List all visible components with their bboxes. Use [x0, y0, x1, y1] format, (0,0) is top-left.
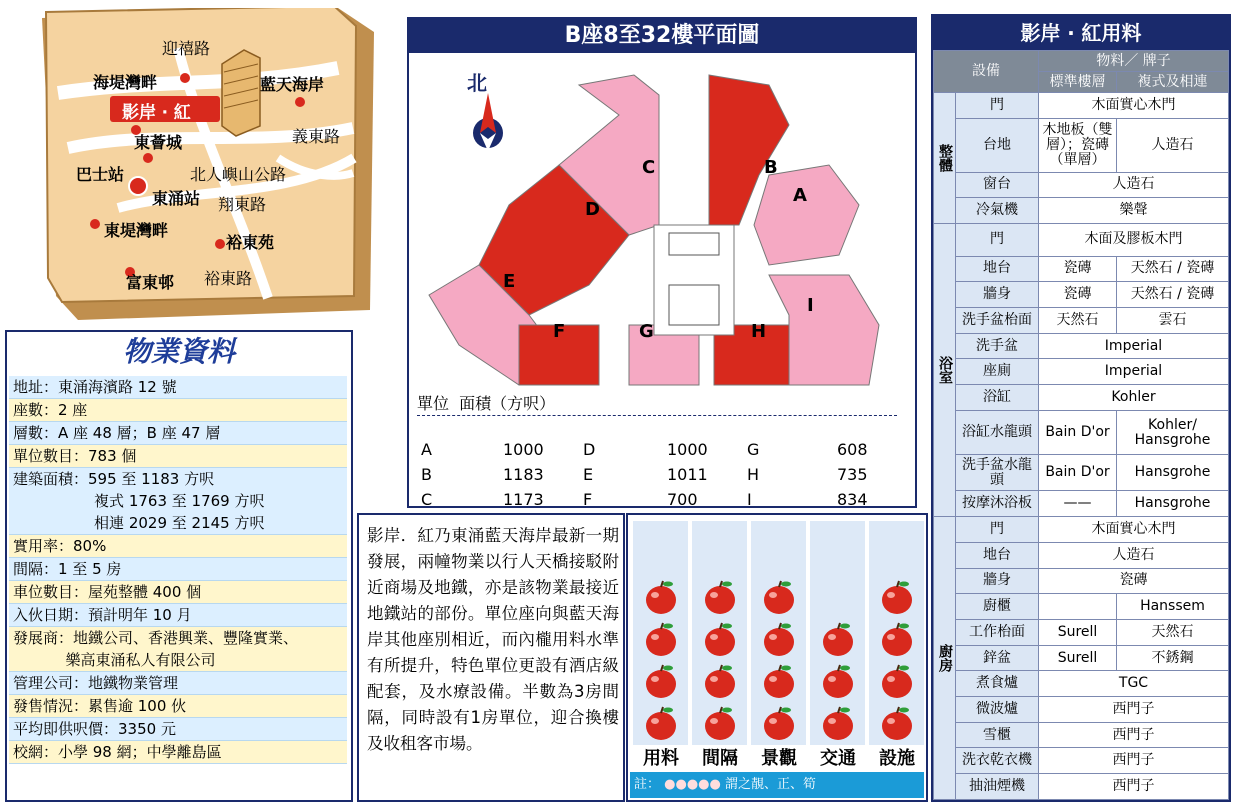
col-header-std: 標準樓層 — [1039, 72, 1117, 93]
unit-cell: A — [421, 440, 432, 459]
spec-std: 瓷磚 — [1039, 256, 1117, 282]
apple-icon — [703, 705, 737, 741]
spec-item: 微波爐 — [956, 697, 1039, 723]
info-row: 相連 2029 至 2145 方呎 — [9, 512, 347, 535]
apple-icon — [762, 621, 796, 657]
spec-item: 浴缸水龍頭 — [956, 410, 1039, 454]
spec-row — [934, 333, 1229, 359]
unit-cell: H — [747, 465, 760, 484]
north-label: 北 — [467, 71, 487, 95]
info-row: 複式 1763 至 1769 方呎 — [9, 490, 347, 512]
property-info-title: 物業資料 — [122, 335, 235, 368]
spec-item: 門 — [956, 93, 1039, 119]
spec-item: 地台 — [956, 256, 1039, 282]
spec-item: 冷氣機 — [956, 198, 1039, 224]
floor-plan-panel — [407, 17, 917, 508]
unit-label: G — [639, 321, 654, 342]
info-row: 車位數目：屋苑整體 400 個 — [9, 581, 347, 604]
spec-item: 洗手盆 — [956, 333, 1039, 359]
apple-icon — [644, 705, 678, 741]
rating-label: 景觀 — [761, 748, 797, 769]
road-label: 義東路 — [292, 127, 341, 146]
info-row: 管理公司：地鐵物業管理 — [9, 672, 347, 695]
rating-label: 交通 — [820, 748, 856, 769]
spec-row — [934, 308, 1229, 334]
spec-std: 西門子 — [1039, 748, 1229, 774]
area-cell: 1183 — [503, 465, 544, 484]
spec-std: 人造石 — [1039, 542, 1229, 568]
apple-icon — [880, 621, 914, 657]
spec-duplex: 不銹鋼 — [1117, 645, 1229, 671]
spec-item: 牆身 — [956, 568, 1039, 594]
spec-std: 木面實心木門 — [1039, 517, 1229, 543]
place-label: 裕東苑 — [226, 233, 275, 252]
info-row: 樂高東涌私人有限公司 — [9, 649, 347, 672]
spec-duplex: 天然石 — [1117, 619, 1229, 645]
spec-row — [934, 517, 1229, 543]
info-row: 間隔：1 至 5 房 — [9, 558, 347, 581]
unit-cell: I — [747, 490, 752, 509]
info-row: 平均即供呎價：3350 元 — [9, 718, 347, 741]
info-row: 建築面積：595 至 1183 方呎 — [9, 468, 347, 490]
spec-std: 天然石 — [1039, 308, 1117, 334]
apple-icon — [644, 663, 678, 699]
unit-label: I — [807, 295, 814, 316]
spec-item: 牆身 — [956, 282, 1039, 308]
floor-plan-drawing — [409, 55, 915, 405]
apple-icon — [880, 579, 914, 615]
spec-duplex: Hansgrohe — [1117, 491, 1229, 517]
info-row: 地址：東涌海濱路 12 號 — [9, 376, 347, 399]
spec-item: 浴缸 — [956, 385, 1039, 411]
spec-std: 西門子 — [1039, 774, 1229, 800]
spec-item: 地台 — [956, 542, 1039, 568]
rating-panel — [626, 513, 928, 802]
spec-category: 廚房 — [934, 517, 956, 800]
spec-row — [934, 774, 1229, 800]
spec-item: 台地 — [956, 118, 1039, 172]
unit-label: F — [553, 321, 566, 342]
spec-std: 西門子 — [1039, 722, 1229, 748]
place-label: 海堤灣畔 — [93, 73, 158, 92]
note-apples-icon: ●●●●● — [664, 777, 721, 792]
road-label: 北人嶼山公路 — [190, 165, 287, 184]
table-row — [421, 437, 901, 462]
property-info-list — [9, 376, 347, 764]
spec-row — [934, 455, 1229, 491]
spec-row — [934, 697, 1229, 723]
spec-item: 門 — [956, 517, 1039, 543]
spec-item: 窗台 — [956, 172, 1039, 198]
area-cell: 1011 — [667, 465, 708, 484]
spec-row — [934, 385, 1229, 411]
spec-std: Bain D'or — [1039, 410, 1117, 454]
spec-item: 工作枱面 — [956, 619, 1039, 645]
spec-item: 抽油煙機 — [956, 774, 1039, 800]
spec-row — [934, 172, 1229, 198]
rating-label: 間隔 — [702, 748, 738, 769]
spec-item: 鋅盆 — [956, 645, 1039, 671]
spec-std: —— — [1039, 491, 1117, 517]
place-label: 東涌站 — [152, 189, 201, 208]
spec-category: 浴室 — [934, 223, 956, 516]
apple-icon — [880, 705, 914, 741]
info-row: 單位數目：783 個 — [9, 445, 347, 468]
apple-icon — [821, 663, 855, 699]
apple-icon — [762, 663, 796, 699]
spec-row — [934, 645, 1229, 671]
spec-row — [934, 722, 1229, 748]
note-prefix: 註： — [634, 777, 661, 792]
info-row: 座數：2 座 — [9, 399, 347, 422]
col-header-item: 設備 — [934, 51, 1039, 93]
spec-std: 木地板（雙層）；瓷磚（單層） — [1039, 118, 1117, 172]
apple-icon — [880, 663, 914, 699]
spec-row — [934, 256, 1229, 282]
road-label: 迎禧路 — [162, 39, 211, 58]
place-label: 富東邨 — [126, 273, 175, 292]
spec-row — [934, 491, 1229, 517]
area-table-header: 單位 面積（方呎） — [417, 394, 556, 413]
location-map — [38, 8, 378, 320]
road-label: 翔東路 — [218, 195, 267, 214]
place-label: 東堤灣畔 — [104, 221, 169, 240]
unit-label: D — [585, 199, 600, 220]
table-row — [421, 487, 901, 512]
spec-std: TGC — [1039, 671, 1229, 697]
info-row: 發展商：地鐵公司、香港興業、豐隆實業、 — [9, 627, 347, 649]
description-panel — [357, 513, 625, 802]
info-row: 發售情況：累售逾 100 伙 — [9, 695, 347, 718]
spec-item: 煮食爐 — [956, 671, 1039, 697]
area-cell: 608 — [837, 440, 868, 459]
spec-std: 木面及膠板木門 — [1039, 223, 1229, 256]
spec-row — [934, 594, 1229, 620]
spec-std: 瓷磚 — [1039, 282, 1117, 308]
area-cell: 700 — [667, 490, 698, 509]
spec-std: 人造石 — [1039, 172, 1229, 198]
spec-item: 廚櫃 — [956, 594, 1039, 620]
area-cell: 834 — [837, 490, 868, 509]
spec-row — [934, 568, 1229, 594]
spec-row — [934, 619, 1229, 645]
spec-std: 木面實心木門 — [1039, 93, 1229, 119]
apple-icon — [644, 579, 678, 615]
spec-row — [934, 359, 1229, 385]
spec-std: 西門子 — [1039, 697, 1229, 723]
area-table — [421, 437, 901, 512]
unit-cell: B — [421, 465, 432, 484]
info-row: 入伙日期：預計明年 10 月 — [9, 604, 347, 627]
unit-cell: D — [583, 440, 596, 459]
area-cell: 1173 — [503, 490, 544, 509]
spec-duplex: 天然石 / 瓷磚 — [1117, 256, 1229, 282]
spec-row — [934, 198, 1229, 224]
apple-icon — [703, 579, 737, 615]
rating-label: 用料 — [643, 748, 679, 769]
spec-row — [934, 223, 1229, 256]
spec-item: 按摩沐浴板 — [956, 491, 1039, 517]
spec-std: Surell — [1039, 619, 1117, 645]
highlight-label: 影岸 ‧ 紅 — [122, 103, 191, 123]
floor-plan-title: B座8至32樓平面圖 — [409, 19, 915, 53]
rating-label: 設施 — [879, 748, 915, 769]
spec-row — [934, 748, 1229, 774]
table-row — [421, 462, 901, 487]
spec-std: Imperial — [1039, 333, 1229, 359]
spec-duplex: 人造石 — [1117, 118, 1229, 172]
spec-duplex: 雲石 — [1117, 308, 1229, 334]
area-cell: 1000 — [667, 440, 708, 459]
spec-std — [1039, 594, 1117, 620]
apple-icon — [821, 621, 855, 657]
area-cell: 735 — [837, 465, 868, 484]
area-cell: 1000 — [503, 440, 544, 459]
spec-std: Bain D'or — [1039, 455, 1117, 491]
apple-icon — [703, 663, 737, 699]
spec-row — [934, 542, 1229, 568]
unit-cell: E — [583, 465, 594, 484]
unit-cell: C — [421, 490, 433, 509]
col-header-brand: 物料／ 牌子 — [1039, 51, 1229, 72]
apple-icon — [762, 705, 796, 741]
spec-item: 門 — [956, 223, 1039, 256]
unit-cell: F — [583, 490, 593, 509]
unit-label: C — [642, 157, 656, 178]
unit-cell: G — [747, 440, 760, 459]
spec-std: 瓷磚 — [1039, 568, 1229, 594]
spec-panel — [931, 14, 1231, 802]
info-row: 實用率：80% — [9, 535, 347, 558]
apple-icon — [762, 579, 796, 615]
spec-duplex: Kohler/ Hansgrohe — [1117, 410, 1229, 454]
spec-table — [933, 50, 1229, 800]
spec-row — [934, 410, 1229, 454]
description-text: 影岸．紅乃東涌藍天海岸最新一期發展，兩幢物業以行人天橋接駁附近商場及地鐵，亦是該物業最接近地鐵站的部份。單位座向與藍天海岸其他座別相近，而內櫳用料水準有所提升，特色單位更設有酒店級配套，及水療設備。半數為3房間隔，同時設有1房單位，迎合換樓及收租客市場。 — [367, 526, 619, 753]
spec-item: 洗衣乾衣機 — [956, 748, 1039, 774]
unit-label: H — [751, 321, 767, 342]
spec-item: 雪櫃 — [956, 722, 1039, 748]
divider — [417, 415, 897, 416]
spec-std: Surell — [1039, 645, 1117, 671]
place-label: 巴士站 — [76, 165, 125, 184]
spec-title: 影岸 ‧ 紅用料 — [933, 16, 1229, 50]
spec-item: 洗手盆水龍頭 — [956, 455, 1039, 491]
spec-row — [934, 671, 1229, 697]
property-info-panel — [5, 330, 353, 802]
rating-note — [630, 772, 924, 798]
place-label: 東薈城 — [134, 133, 183, 152]
unit-label: B — [764, 157, 778, 178]
apple-icon — [644, 621, 678, 657]
apple-icon — [821, 705, 855, 741]
info-row: 層數：A 座 48 層；B 座 47 層 — [9, 422, 347, 445]
spec-item: 座廁 — [956, 359, 1039, 385]
spec-category: 整體 — [934, 93, 956, 224]
col-header-duplex: 複式及相連 — [1117, 72, 1229, 93]
note-suffix: 謂之靚、正、筍 — [725, 777, 817, 792]
unit-label: A — [793, 185, 807, 206]
apple-icon — [703, 621, 737, 657]
spec-row — [934, 282, 1229, 308]
spec-std: Imperial — [1039, 359, 1229, 385]
spec-duplex: Hansgrohe — [1117, 455, 1229, 491]
spec-std: 樂聲 — [1039, 198, 1229, 224]
unit-label: E — [503, 271, 516, 292]
road-label: 裕東路 — [204, 269, 253, 288]
spec-row — [934, 93, 1229, 119]
info-row: 校網：小學 98 網；中學離島區 — [9, 741, 347, 764]
spec-row — [934, 118, 1229, 172]
spec-duplex: 天然石 / 瓷磚 — [1117, 282, 1229, 308]
place-label: 藍天海岸 — [260, 75, 325, 94]
spec-item: 洗手盆枱面 — [956, 308, 1039, 334]
spec-std: Kohler — [1039, 385, 1229, 411]
spec-duplex: Hanssem — [1117, 594, 1229, 620]
